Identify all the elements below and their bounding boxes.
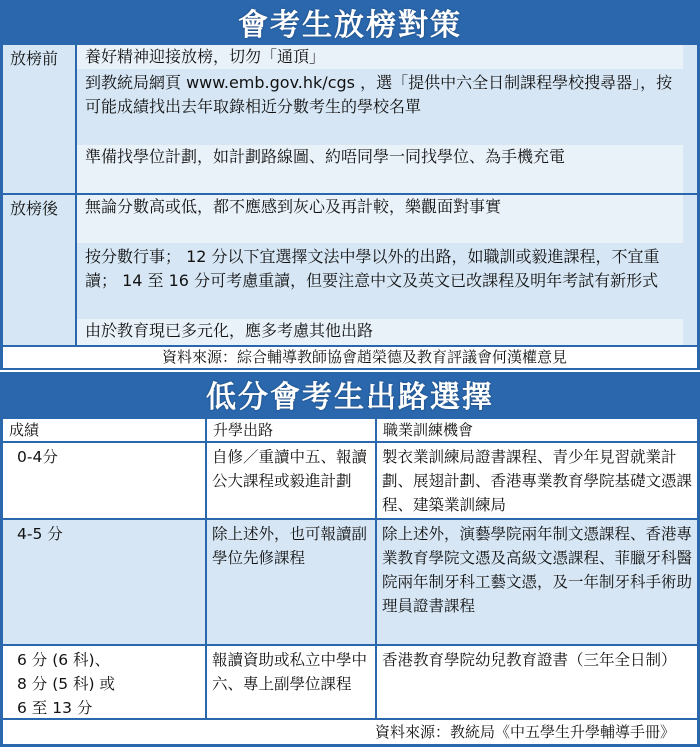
low-score-options-table	[0, 416, 700, 747]
header-vocational-training: 職業訓練機會	[377, 419, 697, 441]
row1-grade: 0-4分	[3, 443, 205, 518]
before-item: 到教統局網頁 www.emb.gov.hk/cgs ，選「提供中六全日制課程學校搜尋器」，按可能成績找出去年取錄相近分數考生的學校名單	[77, 71, 683, 143]
after-item: 由於教育現已多元化，應多考慮其他出路	[77, 319, 683, 345]
row1-vocational: 製衣業訓練局證書課程、青少年見習就業計劃、展翅計劃、香港專業教育學院基礎文憑課程、建築業訓練局	[377, 443, 697, 518]
after-item: 無論分數高或低，都不應感到灰心及再計較，樂觀面對事實	[77, 195, 683, 243]
header-grade: 成績	[3, 419, 205, 441]
row3-grade-line: 6 至 13 分	[17, 699, 93, 717]
before-item: 養好精神迎接放榜，切勿「通頂」	[77, 45, 683, 69]
row3-grade-line: 6 分 (6 科)、	[17, 651, 111, 669]
row2-study: 除上述外，也可報讀副學位先修課程	[207, 520, 375, 644]
row2-grade: 4-5 分	[3, 520, 205, 644]
panel2-title-bar	[0, 372, 700, 416]
panel2-title: 低分會考生出路選擇	[206, 380, 494, 415]
before-results-row	[3, 45, 697, 193]
header-further-study: 升學出路	[207, 419, 375, 441]
before-item: 準備找學位計劃，如計劃路線圖、約唔同學一同找學位、為手機充電	[77, 145, 683, 193]
row3-vocational: 香港教育學院幼兒教育證書（三年全日制）	[377, 646, 697, 718]
panel1-source-note: 資料來源：綜合輔導教師協會趙榮德及教育評議會何漢權意見	[3, 347, 697, 368]
after-item: 按分數行事； 12 分以下宜選擇文法中學以外的出路，如職訓或毅進課程，不宜重讀； 14 至 16 分可考慮重讀，但要注意中文及英文已改課程及明年考試有新形式	[77, 245, 683, 317]
panel2-source-note: 資料來源：教統局《中五學生升學輔導手冊》	[3, 720, 697, 744]
panel1-title: 會考生放榜對策	[238, 8, 462, 43]
row1-study: 自修／重讀中五、報讀公大課程或毅進計劃	[207, 443, 375, 518]
after-results-label: 放榜後	[10, 199, 59, 218]
after-results-row	[3, 195, 697, 345]
before-results-label: 放榜前	[10, 49, 59, 68]
panel1-title-bar	[0, 0, 700, 44]
row3-study: 報讀資助或私立中學中六、專上副學位課程	[207, 646, 375, 718]
row2-vocational: 除上述外，演藝學院兩年制文憑課程、香港專業教育學院文憑及高級文憑課程、菲臘牙科醫院兩年制牙科工藝文憑，及一年制牙科手術助理員證書課程	[377, 520, 697, 644]
row3-grade-line: 8 分 (5 科) 或	[17, 675, 116, 693]
row3-grade	[3, 646, 205, 718]
exam-results-strategy-table	[0, 44, 700, 370]
